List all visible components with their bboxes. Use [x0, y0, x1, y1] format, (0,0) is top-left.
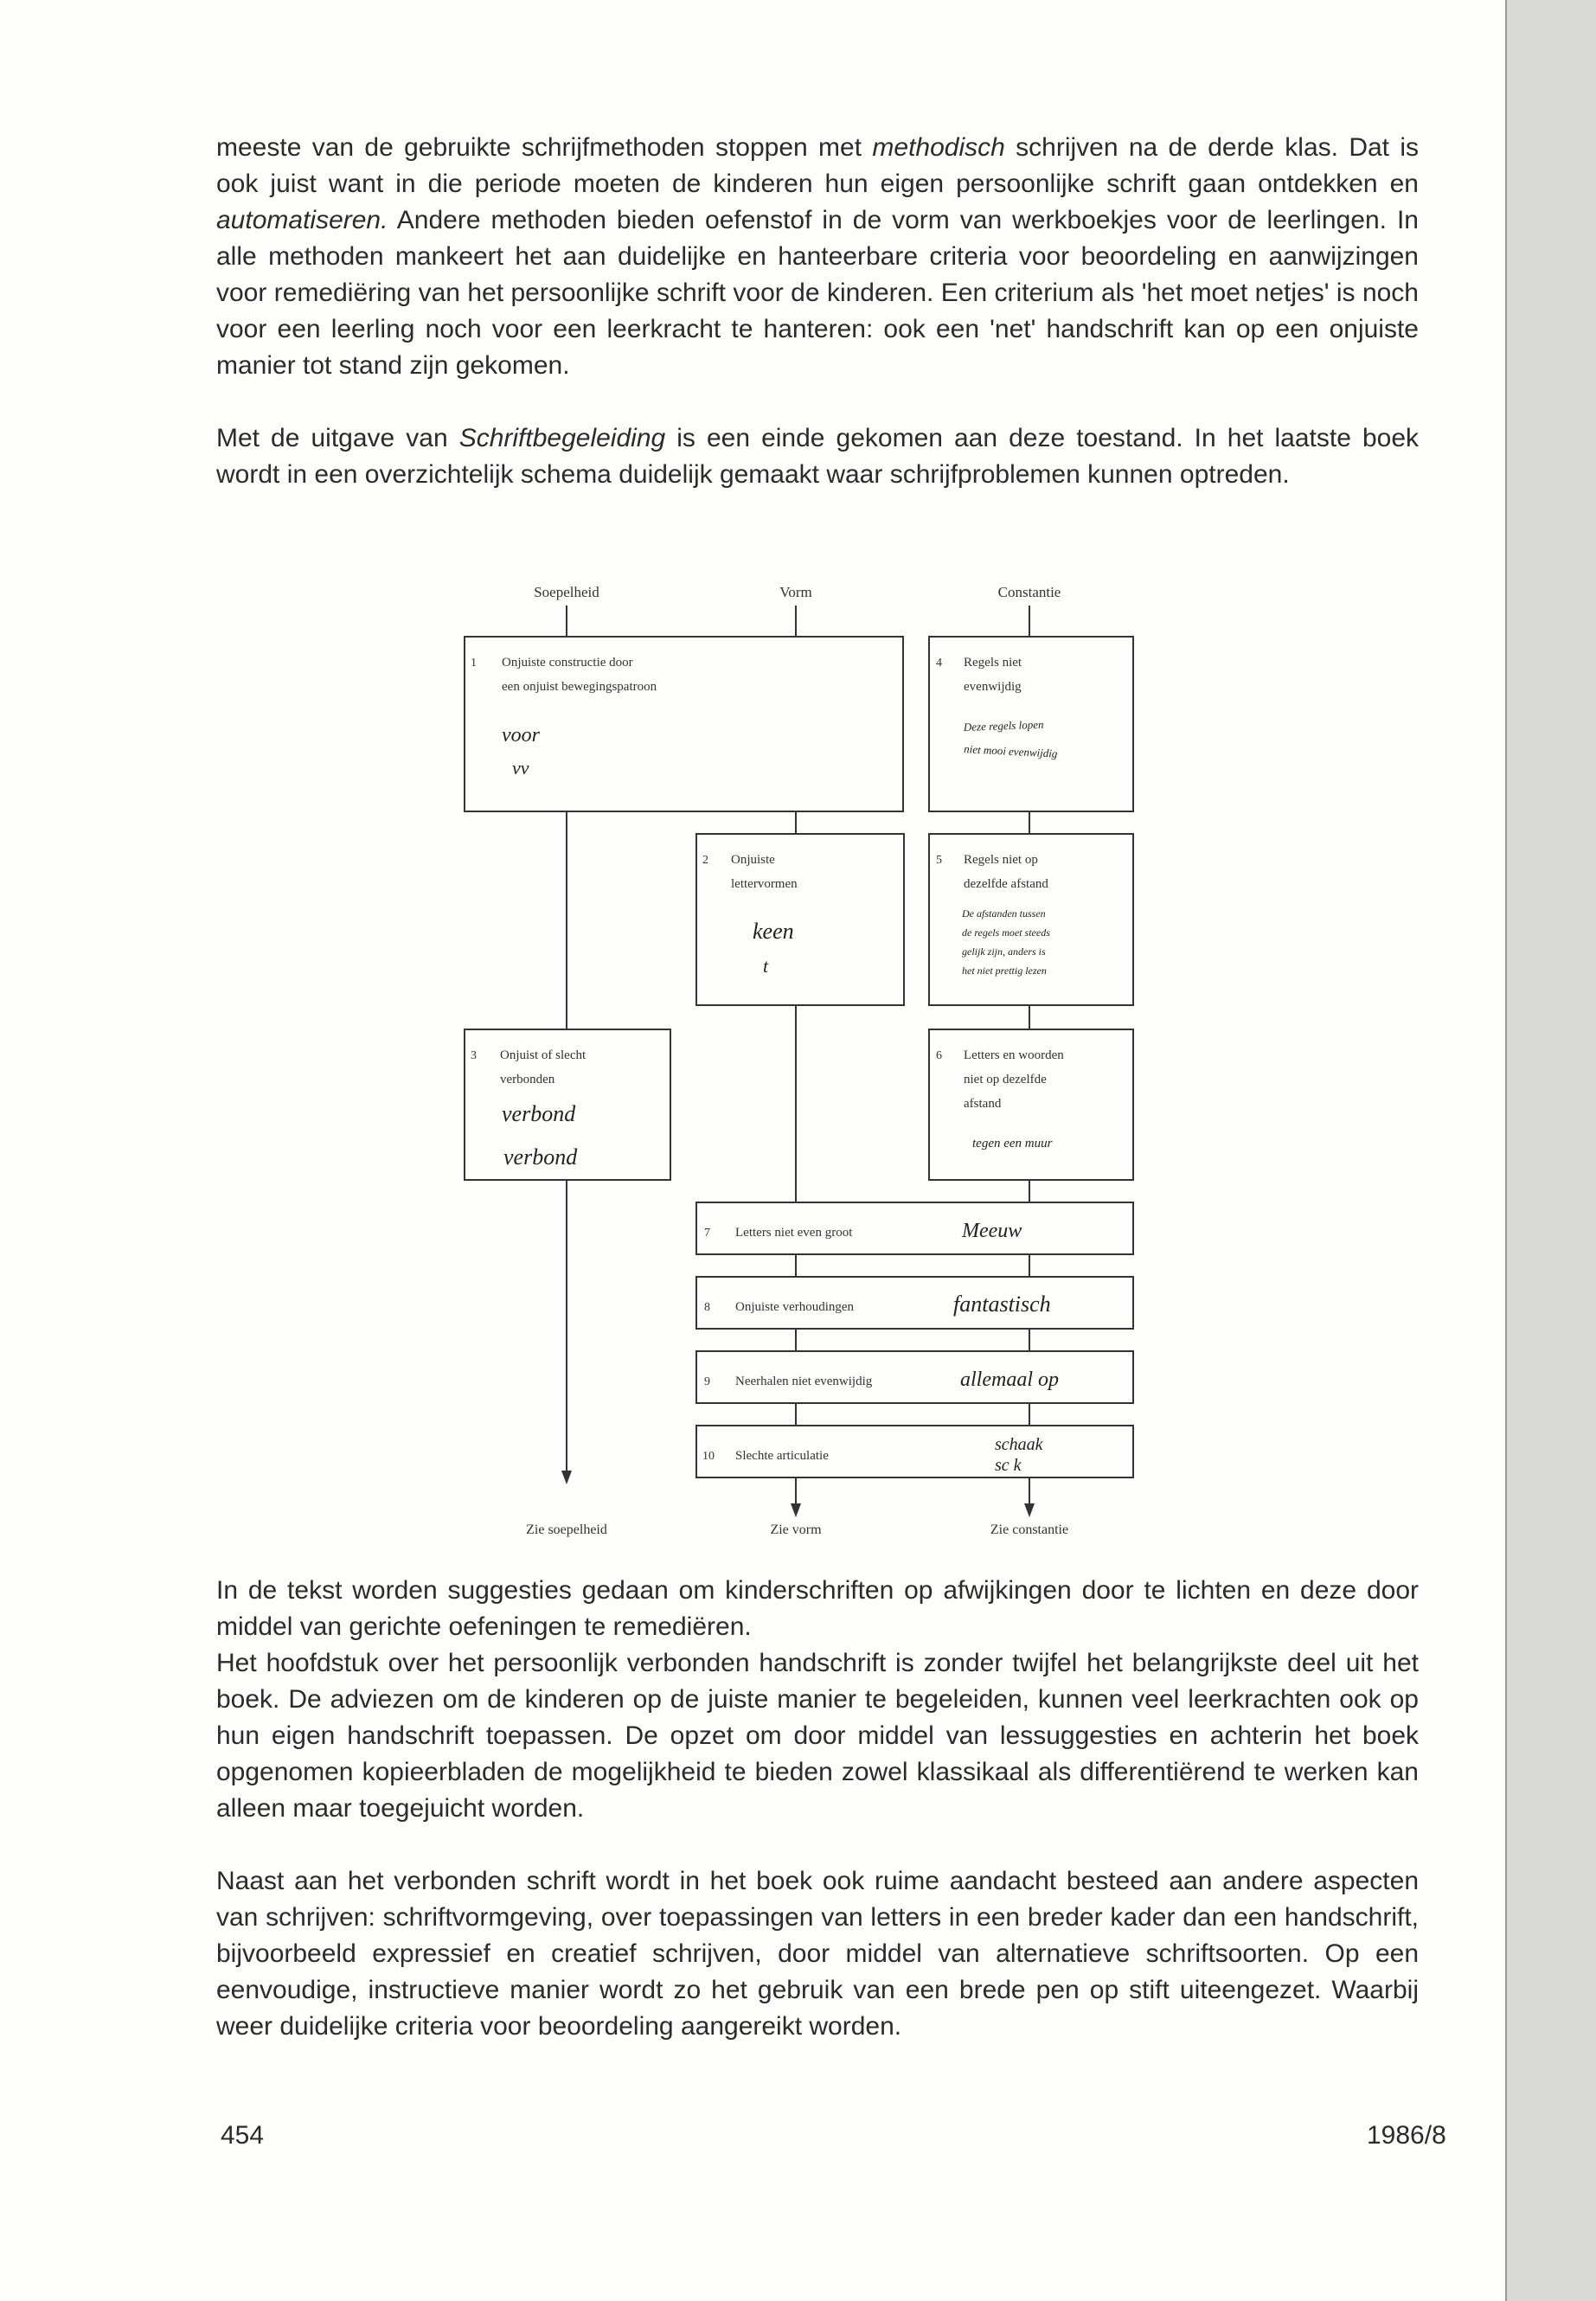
box-2: [696, 834, 904, 1005]
svg-text:10: 10: [702, 1450, 715, 1463]
header-constantie: Constantie: [997, 584, 1061, 600]
svg-text:Onjuiste verhoudingen: Onjuiste verhoudingen: [735, 1300, 855, 1314]
box-1: [465, 637, 903, 811]
handwriting-sample: verbond: [503, 1144, 578, 1170]
svg-text:een onjuist bewegingspatroon: een onjuist bewegingspatroon: [502, 680, 657, 694]
handwriting-sample: gelijk zijn, anders is: [962, 945, 1046, 958]
svg-text:Regels niet: Regels niet: [964, 656, 1022, 670]
svg-text:Neerhalen niet evenwijdig: Neerhalen niet evenwijdig: [735, 1375, 873, 1388]
box-9: [696, 1351, 1133, 1403]
svg-text:9: 9: [704, 1375, 710, 1388]
handwriting-sample: allemaal op: [960, 1368, 1059, 1391]
handwriting-sample: schaak: [995, 1435, 1043, 1454]
svg-text:Regels niet op: Regels niet op: [964, 853, 1038, 867]
page-number: 454: [221, 2121, 265, 2150]
handwriting-sample: tegen een muur: [972, 1137, 1053, 1150]
svg-text:2: 2: [702, 854, 708, 867]
box-4: [929, 637, 1133, 811]
emphasis-methodisch: methodisch: [872, 133, 1005, 162]
paragraph-4: Het hoofdstuk over het persoonlijk verbonden handschrift is zonder twijfel het belangrijkste deel uit het boek. De adviezen om de kinderen op de juiste manier te begeleiden, kunnen veel leerkrachten ook op hun eigen handschrift toepassen. De opzet om door middel van lessuggesties en achterin het boek opgenomen kopieerbladen de mogelijkheid te bieden zowel klassikaal als differentiërend te werken kan alleen maar toegejuicht worden.: [216, 1649, 1419, 1823]
svg-text:afstand: afstand: [964, 1097, 1002, 1111]
svg-text:verbonden: verbonden: [500, 1073, 555, 1086]
svg-text:lettervormen: lettervormen: [731, 877, 798, 891]
footer-vorm: Zie vorm: [770, 1522, 822, 1537]
svg-text:4: 4: [936, 657, 942, 670]
arrow-down-icon: [791, 1503, 801, 1517]
footer-soepelheid: Zie soepelheid: [526, 1522, 607, 1537]
box-6: [929, 1029, 1133, 1180]
svg-text:Onjuist of slecht: Onjuist of slecht: [500, 1048, 586, 1062]
handwriting-sample: De afstanden tussen: [962, 907, 1046, 920]
handwriting-sample: t: [763, 955, 769, 977]
svg-text:Letters niet even groot: Letters niet even groot: [735, 1226, 853, 1240]
book-title: Schriftbegeleiding: [458, 424, 666, 452]
handwriting-sample: voor: [502, 724, 540, 747]
svg-text:dezelfde afstand: dezelfde afstand: [964, 877, 1048, 891]
svg-text:3: 3: [471, 1049, 477, 1062]
svg-text:niet op dezelfde: niet op dezelfde: [964, 1073, 1047, 1086]
issue-number: 1986/8: [1367, 2121, 1446, 2150]
paragraph-3: In de tekst worden suggesties gedaan om kinderschriften op afwijkingen door te lichten en deze door middel van gerichte oefeningen te remediëren.: [216, 1576, 1419, 1641]
handwriting-sample: Deze regels lopen: [963, 717, 1044, 734]
svg-text:7: 7: [704, 1227, 710, 1240]
paragraph-5: Naast aan het verbonden schrift wordt in het boek ook ruime aandacht besteed aan andere aspecten van schrijven: schriftvormgeving, over toepassingen van letters in een breder kader dan een handschrift, bijvoorbeeld expressief en creatief schrijven, door middel van alternatieve schriftsoorten. Op een eenvoudige, instructieve manier wordt zo het gebruik van een brede pen op stift uiteengezet. Waarbij weer duidelijke criteria voor beoordeling aangereikt worden.: [216, 1867, 1419, 2041]
emphasis-automatiseren: automatiseren.: [216, 206, 388, 234]
arrow-down-icon: [1024, 1503, 1035, 1517]
box-10: [696, 1426, 1133, 1477]
handwriting-sample: verbond: [502, 1101, 576, 1126]
handwriting-sample: sc k: [995, 1456, 1022, 1475]
paragraph-2: Met de uitgave van Schriftbegeleiding is een einde gekomen aan deze toestand. In het laatste boek wordt in een overzichtelijk schema duidelijk gemaakt waar schrijfproblemen kunnen optreden.: [216, 424, 1420, 489]
handwriting-sample: vv: [512, 757, 529, 779]
svg-text:5: 5: [936, 854, 942, 867]
box-7: [696, 1202, 1133, 1254]
handwriting-sample: keen: [753, 919, 794, 944]
svg-text:1: 1: [471, 657, 477, 670]
paragraph-1: meeste van de gebruikte schrijfmethoden stoppen met methodisch schrijven na de derde klas. Dat is ook juist want in die periode moeten de kinderen hun eigen persoonlijke schrift gaan ontdekken en automatiseren. Andere methoden bieden oefenstof in de vorm van werkboekjes voor de leerlingen. In alle methoden mankeert het aan duidelijke en hanteerbare criteria voor beoordeling en aanwijzingen voor remediëring van het persoonlijke schrift voor de kinderen. Een criterium als 'het moet netjes' is noch voor een leerling noch voor een leerkracht te hanteren: ook een 'net' handschrift kan op een onjuiste manier tot stand zijn gekomen.: [216, 133, 1419, 380]
box-3: [465, 1029, 670, 1180]
header-soepelheid: Soepelheid: [534, 584, 599, 600]
svg-text:evenwijdig: evenwijdig: [964, 680, 1022, 694]
handwriting-sample: fantastisch: [953, 1292, 1051, 1317]
svg-text:Letters en woorden: Letters en woorden: [964, 1048, 1064, 1062]
footer-constantie: Zie constantie: [990, 1522, 1069, 1537]
handwriting-sample: het niet prettig lezen: [962, 965, 1047, 977]
box-5: [929, 834, 1133, 1005]
svg-text:8: 8: [704, 1301, 710, 1314]
box-8: [696, 1277, 1133, 1329]
svg-text:Onjuiste constructie door: Onjuiste constructie door: [502, 656, 633, 670]
header-vorm: Vorm: [779, 584, 812, 600]
arrow-down-icon: [561, 1471, 572, 1484]
svg-text:Slechte articulatie: Slechte articulatie: [735, 1449, 829, 1463]
handwriting-sample: niet mooi evenwijdig: [963, 742, 1058, 760]
handwriting-sample: de regels moet steeds: [962, 926, 1050, 939]
svg-text:6: 6: [936, 1049, 942, 1062]
svg-text:Onjuiste: Onjuiste: [731, 853, 775, 867]
handwriting-sample: Meeuw: [962, 1220, 1022, 1242]
